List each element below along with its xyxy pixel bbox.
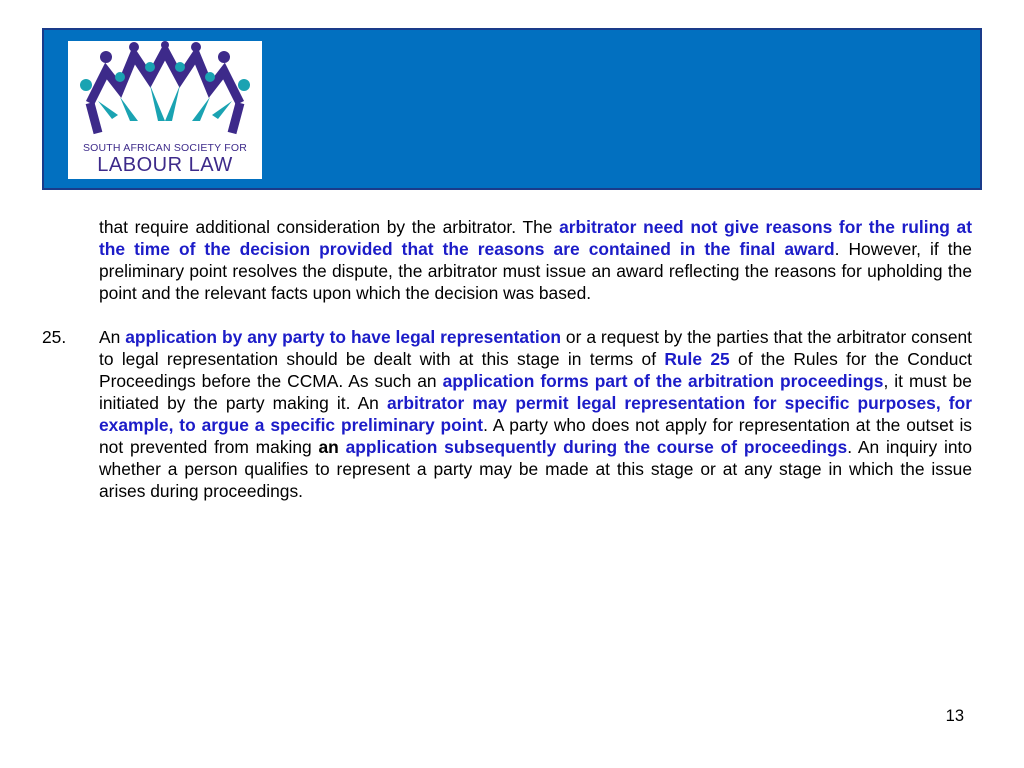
logo-title: LABOUR LAW (97, 154, 233, 176)
text-run: , it must be initiated by the party making it. An (99, 371, 972, 413)
text-run: An (99, 327, 126, 347)
highlight-run: application forms part of the arbitration proceedings (442, 371, 884, 391)
text-run: . A party who does not apply for representation at the outset is not prevented from making (99, 415, 972, 457)
text-run: of the Rules for the Conduct Proceedings before the CCMA. As such an (99, 349, 972, 391)
highlight-run: arbitrator need not give reasons for the ruling at the time of the decision provided that the reasons are contained in the final award (99, 217, 972, 259)
text-run: . An inquiry into whether a person qualifies to represent a party may be made at this stage or at any stage in which the issue arises during proceedings. (99, 437, 972, 501)
text-run: or a request by the parties that the arbitrator consent to legal representation should be dealt with at this stage in terms of (99, 327, 973, 369)
text-run: . However, if the preliminary point resolves the dispute, the arbitrator must issue an award reflecting the reasons for upholding the point and the relevant facts upon which the decision was based. (99, 239, 972, 303)
text-run: that require additional consideration by the arbitrator. The (99, 217, 560, 237)
highlight-run: Rule 25 (664, 349, 730, 369)
logo-figures-icon (68, 41, 262, 141)
logo-subtitle: SOUTH AFRICAN SOCIETY FOR (82, 142, 248, 154)
highlight-run: application by any party to have legal representation (125, 327, 561, 347)
text-run (339, 437, 346, 457)
paragraph-number: 25. (42, 327, 67, 347)
paragraph-25 (42, 326, 973, 502)
society-logo (68, 41, 262, 179)
page-number: 13 (945, 707, 964, 725)
highlight-run: arbitrator may permit legal representation for specific purposes, for example, to argue a specific preliminary point (99, 393, 972, 435)
highlight-run: application subsequently during the course of proceedings (345, 437, 848, 457)
slide-body (42, 216, 972, 502)
bold-run: an (318, 437, 339, 457)
paragraph-continuation (99, 216, 972, 304)
